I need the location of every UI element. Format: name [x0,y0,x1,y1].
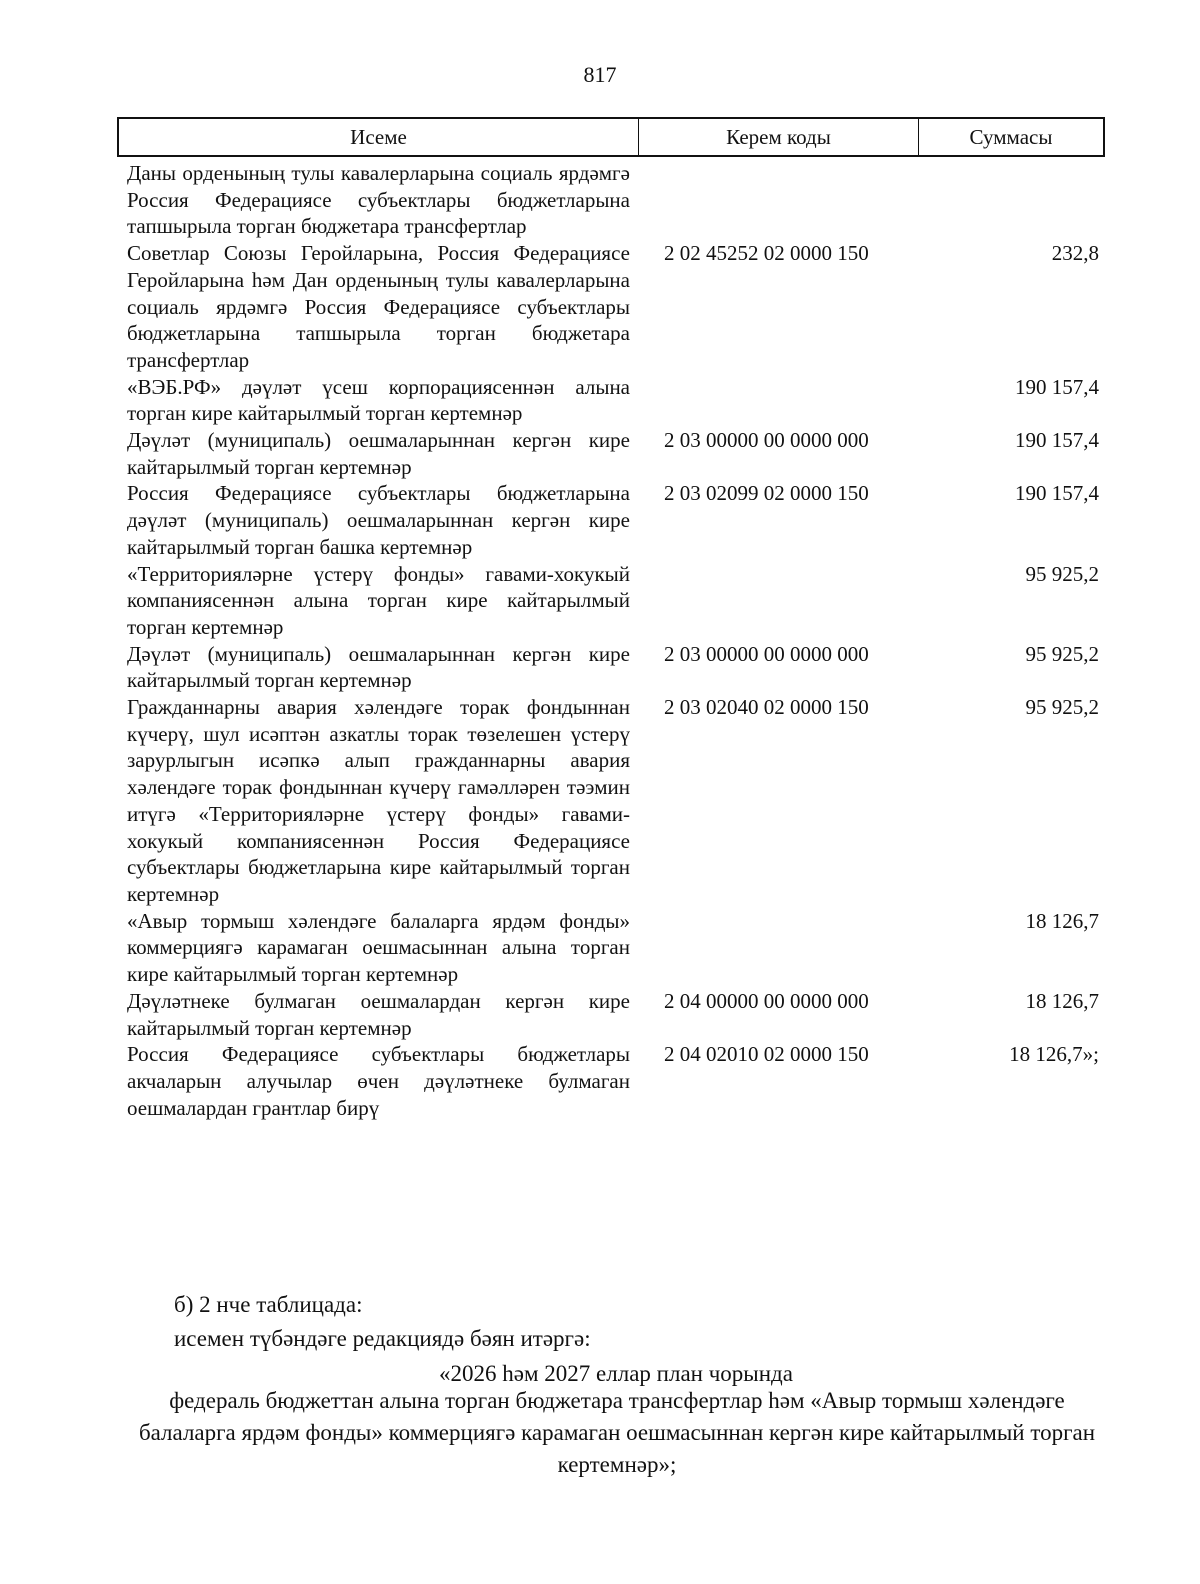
table-row [127,160,1099,240]
row-code: 2 03 02040 02 0000 150 [664,695,869,720]
row-name: Даны орденының тулы кавалерларына социаль ярдәмгә Россия Федерациясе субъектлары бюджетларына тапшырыла торган бюджетара трансфертлар [127,161,630,239]
page-number: 817 [583,62,617,87]
row-name: Гражданнарны авария хәлендәге торак фондыннан күчерү, шул исәптән азкатлы торак төзелешен үстерү зарурлыгын исәпкә алып гражданнарны авария хәлендәге торак фондыннан күчерү гамәлләрен тәэмин итүгә «Территорияләрне үстерү фонды» гавами-хокукый компаниясеннән Россия Федерациясе субъектлары бюджетларына кире кайтарылмый торган кертемнәр [127,695,630,906]
table-row [127,427,1099,480]
row-sum: 18 126,7 [1025,908,1099,933]
row-name: Россия Федерациясе субъектлары бюджетлары акчаларын алучылар өчен дәүләтнеке булмаган оешмалардан грантлар бирү [127,1042,630,1120]
row-name: Россия Федерациясе субъектлары бюджетларына дәүләт (муниципаль) оешмаларыннан кергән кире кайтарылмый торган башка кертемнәр [127,481,630,559]
row-sum: 18 126,7»; [1009,1042,1099,1067]
table-row [127,561,1099,641]
row-code: 2 04 02010 02 0000 150 [664,1042,869,1067]
paragraph-title-line-1: «2026 һәм 2027 еллар план чорында [439,1361,793,1386]
row-code: 2 04 00000 00 0000 000 [664,988,869,1013]
row-name: «ВЭБ.РФ» дәүләт үсеш корпорациясеннән алына торган кире кайтарылмый торган кертемнәр [127,374,630,426]
header-code: Керем коды [639,119,919,155]
row-sum: 190 157,4 [1015,374,1099,399]
row-name: «Авыр тормыш хәлендәге балаларга ярдәм фонды» коммерциягә карамаган оешмасыннан алына торган кире кайтарылмый торган кертемнәр [127,908,630,987]
row-code: 2 02 45252 02 0000 150 [664,241,869,266]
row-name: Дәүләтнеке булмаган оешмалардан кергән кире кайтарылмый торган кертемнәр [127,988,630,1040]
row-sum: 95 925,2 [1025,561,1099,586]
row-code: 2 03 02099 02 0000 150 [664,481,869,506]
row-name: Советлар Союзы Геройларына, Россия Федерациясе Геройларына һәм Дан орденының тулы кавалерларына социаль ярдәмгә Россия Федерациясе субъектлары бюджетларына тапшырыла торган бюджетара трансфертлар [127,241,630,372]
row-sum: 232,8 [1051,241,1099,266]
row-code: 2 03 00000 00 0000 000 [664,641,869,666]
row-sum: 190 157,4 [1015,481,1099,506]
table-row [127,694,1099,908]
row-sum: 95 925,2 [1025,695,1099,720]
row-name: «Территорияләрне үстерү фонды» гавами-хокукый компаниясеннән алына торган кире кайтарылмый торган кертемнәр [127,561,630,639]
row-sum: 95 925,2 [1025,641,1099,666]
table-row [127,480,1099,560]
header-sum: Суммасы [969,124,1053,149]
header-name: Исеме [119,119,639,155]
table-header [117,117,1105,157]
row-sum: 190 157,4 [1015,428,1099,453]
table-row [127,1041,1099,1121]
paragraph-title-line-2: федераль бюджеттан алына торган бюджетара трансфертлар һәм «Авыр тормыш хәлендәге балаларга ярдәм фонды» коммерциягә карамаган оешмасыннан кергән кире кайтарылмый торган кертемнәр»; [138,1388,1096,1477]
row-name: Дәүләт (муниципаль) оешмаларыннан кергән кире кайтарылмый торган кертемнәр [127,428,630,479]
row-sum: 18 126,7 [1025,988,1099,1013]
table-row [127,908,1099,988]
table-row [127,240,1099,374]
row-code: 2 03 00000 00 0000 000 [664,428,869,453]
row-name: Дәүләт (муниципаль) оешмаларыннан кергән кире кайтарылмый торган кертемнәр [127,641,630,693]
table-row [127,374,1099,427]
table-body [127,160,1099,1121]
paragraph-rename-instruction: исемен түбәндәге редакциядә бәян итәргә: [174,1326,591,1351]
table-row [127,641,1099,694]
paragraph-table-2: б) 2 нче таблицада: [174,1292,363,1317]
table-row [127,988,1099,1041]
